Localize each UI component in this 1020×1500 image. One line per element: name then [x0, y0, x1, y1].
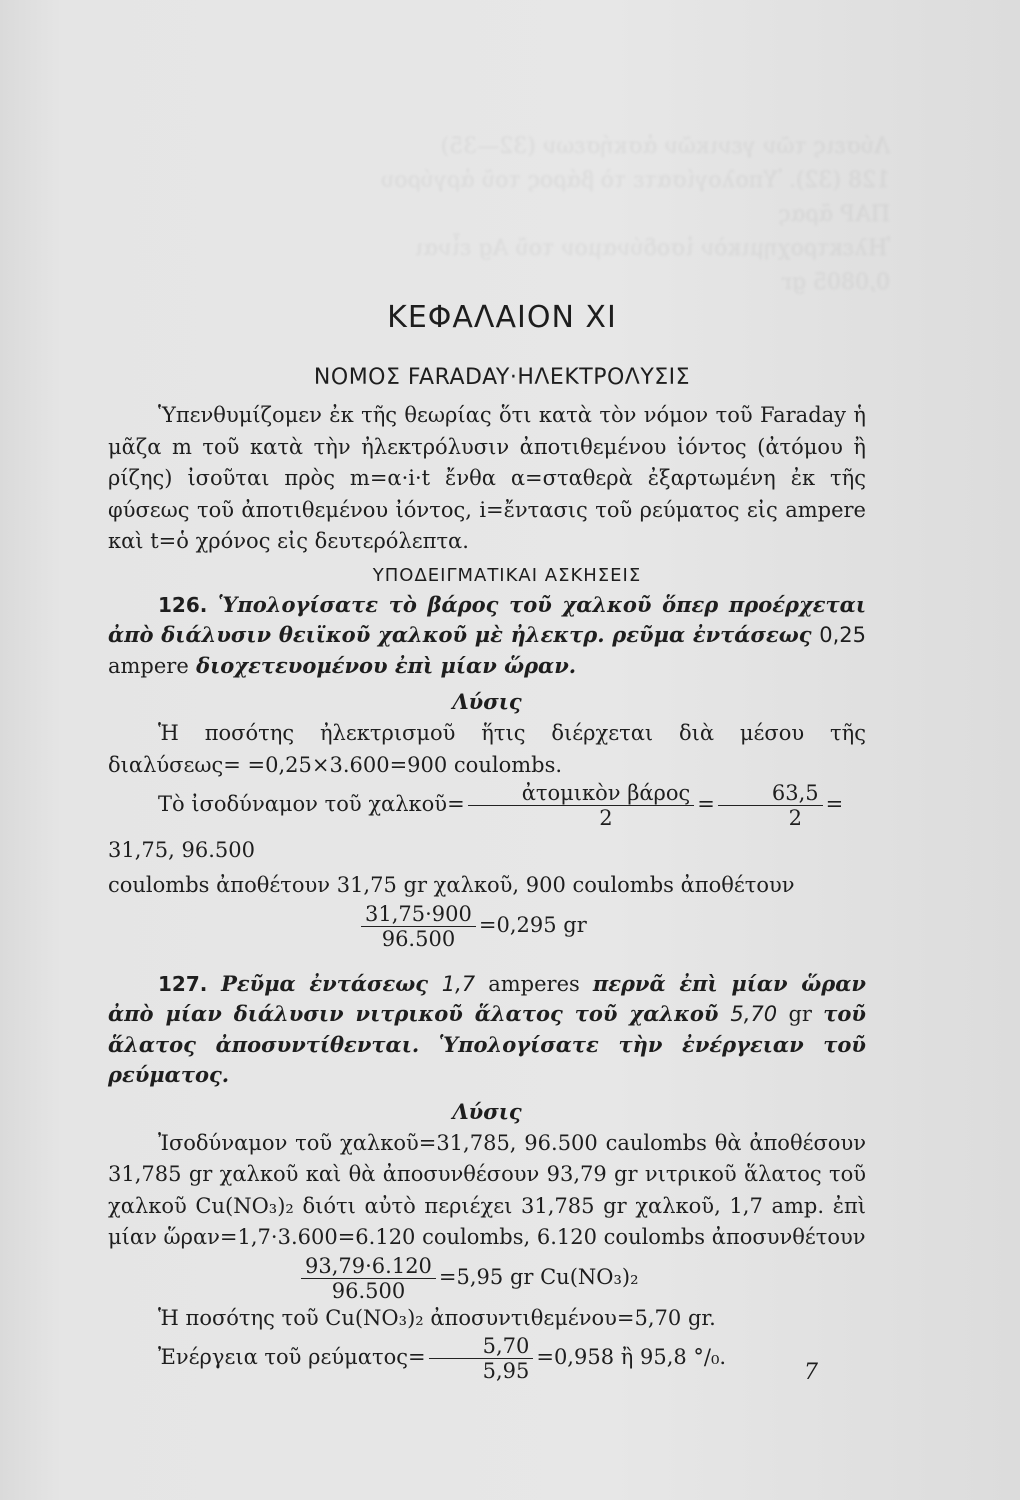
fraction-numerator: ἀτομικὸν βάρος: [468, 781, 695, 806]
problem-text-end: διοχετευομένου ἐπὶ μίαν ὥραν.: [188, 652, 577, 678]
fraction-numerator: 63,5: [718, 781, 823, 806]
solution-label: Λύσις: [452, 689, 522, 714]
fraction-denominator: 96.500: [381, 926, 456, 951]
equation-result: =5,95 gr Cu(NO₃)₂: [438, 1264, 639, 1289]
current-unit: amperes: [475, 971, 593, 996]
intro-paragraph: Ὑπενθυμίζομεν ἐκ τῆς θεωρίας ὅτι κατὰ τὸν νόμον τοῦ Faraday ἡ μᾶζα m τοῦ κατὰ τὴν ἠλεκτρόλυσιν ἀποτιθεμένου ἰόντος (ἀτόμου ἢ ρίζης) ἰσοῦται πρὸς m=α·i·t ἔνθα α=σταθερὰ ἐξαρτωμένη ἐκ τῆς φύσεως τοῦ ἀποτιθεμένου ἰόντος, i=ἔντασις τοῦ ρεύματος εἰς ampere καὶ t=ὁ χρόνος εἰς δευτερόλεπτα.: [108, 403, 866, 553]
equation-result: =0,295 gr: [478, 912, 587, 937]
problem-number: 127.: [158, 971, 208, 996]
equation-prefix: Ἐνέργεια τοῦ ρεύματος=: [158, 1345, 426, 1369]
fraction: [301, 1254, 436, 1303]
solution-label: Λύσις: [452, 1098, 522, 1124]
chapter-title: ΚΕΦΑΛΑΙΟΝ XI: [387, 300, 617, 335]
fraction-denominator: 5,95: [482, 1359, 530, 1383]
current-value: 0,25: [819, 623, 866, 647]
mass-value: 5,70: [730, 1002, 778, 1026]
mass-equation: [108, 902, 866, 951]
fraction: [718, 781, 823, 830]
problem-127: [108, 969, 866, 1091]
fraction-numerator: 5,70: [429, 1334, 534, 1359]
fraction-denominator: 2: [599, 806, 613, 830]
problem-126: [108, 590, 866, 682]
solution-paragraph: Ἰσοδύναμον τοῦ χαλκοῦ=31,785, 96.500 caulombs θὰ ἀποθέσουν 31,785 gr χαλκοῦ καὶ θὰ ἀποσυνθέσουν 93,79 gr νιτρικοῦ ἅλατος τοῦ χαλκοῦ Cu(NO₃)₂ διότι αὐτὸ περιέχει 31,785 gr χαλκοῦ, 1,7 amp. ἐπὶ μίαν ὥραν=1,7·3.600=6.120 coulombs, 6.120 coulombs ἀποσυνθέτουν: [108, 1130, 866, 1249]
fraction-numerator: 93,79·6.120: [301, 1254, 436, 1279]
problem-text: Ρεῦμα ἐντάσεως: [221, 970, 442, 996]
chapter-subtitle: ΝΟΜΟΣ FARADAY·ΗΛΕΚΤΡΟΛΥΣΙΣ: [313, 365, 691, 390]
problem-text: περνᾶ ἐπὶ μίαν ὥραν ἀπὸ μίαν διάλυσιν νιτρικοῦ ἅλατος τοῦ χαλκοῦ: [108, 970, 866, 1026]
current-value: 1,7: [441, 971, 476, 996]
problem-number: 126.: [158, 592, 208, 617]
decomposition-equation: [108, 1254, 866, 1303]
equivalent-equation: Τὸ ἰσοδύναμον τοῦ χαλκοῦ= $\frac{\text{ἀτομικὸν βάρος}}{2}$ = $\frac{63,5}{2}$ = 31,75, 96.500: [108, 781, 844, 862]
quantity-line: Ἡ ποσότης τοῦ Cu(NO₃)₂ ἀποσυντιθεμένου=5,70 gr.: [158, 1305, 716, 1330]
equation-prefix: Τὸ ἰσοδύναμον τοῦ χαλκοῦ=: [158, 792, 465, 816]
mass-unit: gr: [777, 1002, 824, 1026]
solution-line: Ἡ ποσότης ἠλεκτρισμοῦ ἥτις διέρχεται διὰ μέσου τῆς διαλύσεως= =0,25×3.600=900 coulombs.: [108, 721, 866, 777]
problem-text-end: τοῦ ἅλατος ἀποσυντίθενται. Ὑπολογίσατε τὴν ἐνέργειαν τοῦ ρεύματος.: [108, 1001, 866, 1087]
fraction: [429, 1334, 534, 1383]
page-content: [108, 300, 866, 1383]
section-title: ΥΠΟΔΕΙΓΜΑΤΙΚΑΙ ΑΣΚΗΣΕΙΣ: [372, 564, 642, 586]
page-number: 7: [804, 1360, 818, 1385]
bleed-through-text: Λύσεις τῶν γενικῶν ἀσκήσεων (32—35) 128 (32). Ὑπολογίσατε τὸ βάρος τοῦ ἀργύρου ΠΑΡ ᾶρας Ἠλεκτροχημικὸν ἰσοδύναμον τοῦ Ag εἶναι 0,0805 gr: [380, 134, 890, 295]
fraction: [361, 902, 476, 951]
current-unit: ampere: [108, 653, 189, 678]
equation-result: = 31,75, 96.500: [108, 792, 844, 862]
energy-equation: [108, 1334, 866, 1383]
fraction-numerator: 31,75·900: [361, 902, 476, 927]
problem-text: Ὑπολογίσατε τὸ βάρος τοῦ χαλκοῦ ὅπερ προέρχεται ἀπὸ διάλυσιν θειϊκοῦ χαλκοῦ μὲ ἠλεκτρ. ρεῦμα ἐντάσεως: [108, 591, 866, 647]
fraction: [468, 781, 695, 830]
solution-line: coulombs ἀποθέτουν 31,75 gr χαλκοῦ, 900 coulombs ἀποθέτουν: [108, 873, 795, 897]
fraction-denominator: 2: [788, 806, 802, 830]
fraction-denominator: 96.500: [331, 1278, 406, 1303]
equation-result: =0,958 ἢ 95,8 °/₀.: [536, 1345, 727, 1369]
